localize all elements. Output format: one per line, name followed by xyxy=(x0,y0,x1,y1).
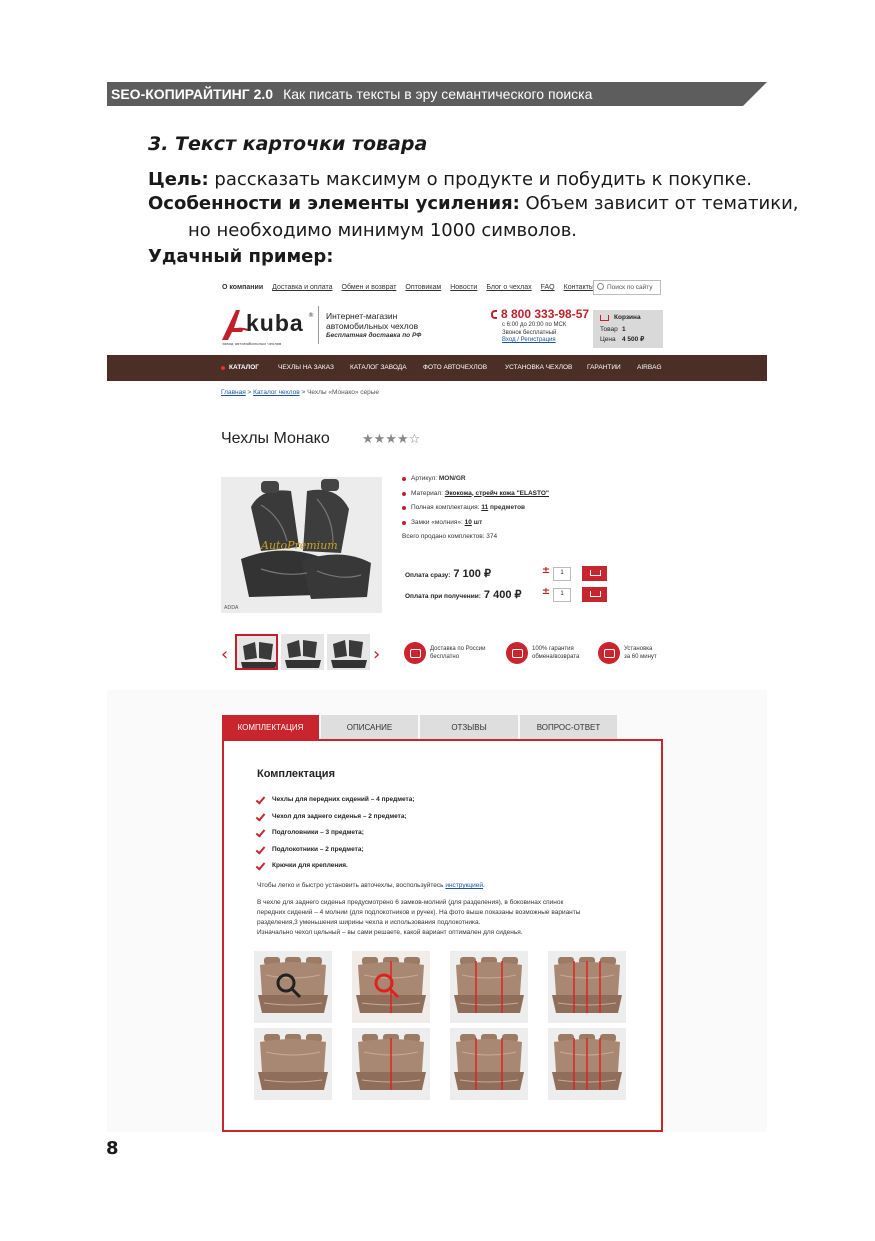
stopwatch-icon xyxy=(598,642,620,664)
kit-list xyxy=(257,796,415,879)
breadcrumb xyxy=(221,389,379,396)
tab-kit[interactable]: КОМПЛЕКТАЦИЯ xyxy=(222,715,321,739)
breadcrumb-catalog[interactable]: Каталог чехлов xyxy=(253,389,300,396)
breadcrumb-home[interactable]: Главная xyxy=(221,389,246,396)
tab-bar xyxy=(222,715,617,739)
check-icon xyxy=(256,860,266,870)
features-text: Объем зависит от тематики, xyxy=(519,193,799,214)
cart-price-row: Цена 4 500 ₽ xyxy=(600,336,645,343)
menu-item[interactable]: AIRBAG xyxy=(637,364,662,371)
pay-later-price: 7 400 ₽ xyxy=(483,589,522,601)
tagline-delivery: Бесплатная доставка по РФ xyxy=(326,332,422,339)
login-link[interactable]: Вход / Регистрация xyxy=(502,337,556,343)
kit-panel-screenshot xyxy=(107,690,767,1132)
product-title: Чехлы Монако xyxy=(221,430,330,447)
example-label: Удачный пример: xyxy=(148,246,334,267)
feature-guarantee: 100% гарантия обмена/возврата xyxy=(532,646,580,660)
breadcrumb-sep: > xyxy=(245,389,254,396)
menu-item-catalog[interactable]: КАТАЛОГ xyxy=(229,364,259,371)
cart-widget[interactable] xyxy=(593,310,663,348)
seat-variant-image[interactable] xyxy=(548,951,626,1023)
seat-variant-image[interactable] xyxy=(352,951,430,1023)
check-icon xyxy=(256,844,266,854)
search-icon xyxy=(597,283,604,290)
kit-list-item: Подлокотники – 2 предмета; xyxy=(257,846,415,863)
menu-active-marker xyxy=(221,366,225,370)
tagline xyxy=(326,311,421,341)
instruction-link[interactable]: инструкцией xyxy=(445,882,484,889)
product-image[interactable] xyxy=(221,477,382,613)
page-number: 8 xyxy=(106,1138,119,1159)
prev-arrow-icon[interactable]: ‹ xyxy=(221,644,229,665)
install-note: Чтобы легко и быстро установить авточехлы, воспользуйтесь инструкцией. xyxy=(257,882,485,889)
tagline-line: Интернет-магазин xyxy=(326,311,398,321)
check-icon xyxy=(256,827,266,837)
check-icon xyxy=(256,811,266,821)
check-icon xyxy=(256,794,266,804)
seat-variant-image[interactable] xyxy=(548,1028,626,1100)
logo-subtitle: завод автомобильных чехлов xyxy=(222,341,282,346)
feature-install: Установка за 60 минут xyxy=(624,646,657,660)
book-subtitle: Как писать тексты в эру семантического поиска xyxy=(283,86,593,102)
top-nav-item[interactable]: Оптовикам xyxy=(405,284,442,291)
kit-list-item: Подголовники – 3 предмета; xyxy=(257,829,415,846)
pay-now: Оплата сразу: 7 100 ₽ xyxy=(405,568,491,580)
logo[interactable] xyxy=(220,306,316,346)
spec-zips: Замки «молния»: 10 шт xyxy=(402,519,549,534)
gallery-thumbnail[interactable] xyxy=(281,634,324,670)
quantity-input-now[interactable]: 1 xyxy=(553,567,571,581)
menu-item[interactable]: ГАРАНТИИ xyxy=(587,364,621,371)
header-text xyxy=(111,86,592,102)
phone-hours: с 6:00 до 20:00 по МСК xyxy=(502,322,567,328)
feature-delivery: Доставка по России бесплатно xyxy=(430,646,486,660)
features-label: Особенности и элементы усиления: xyxy=(148,193,520,214)
top-nav-item[interactable]: Контакты xyxy=(563,284,594,291)
menu-item[interactable]: ЧЕХЛЫ НА ЗАКАЗ xyxy=(278,364,334,371)
top-nav-item[interactable]: Доставка и оплата xyxy=(272,284,333,291)
tab-qa[interactable]: ВОПРОС-ОТВЕТ xyxy=(520,715,619,739)
product-specs xyxy=(402,475,549,548)
section-title: 3. Текст карточки товара xyxy=(148,133,428,155)
tab-reviews[interactable]: ОТЗЫВЫ xyxy=(420,715,520,739)
add-to-cart-button-now[interactable] xyxy=(582,566,607,581)
top-nav-item[interactable]: FAQ xyxy=(540,284,555,291)
gallery-thumbnail[interactable] xyxy=(327,634,370,670)
kit-list-item: Крючки для крепления. xyxy=(257,862,415,879)
svg-text:ADDA: ADDA xyxy=(224,605,239,611)
kit-description: В чехле для заднего сиденья предусмотрено 6 замков-молний (для разделения), в боковинах спинок передних сидений – 4 молнии (для подлокотников и ручек). На фото выше показаны возможные варианты разделения,3 уменьшения ширины чехла и использования подлокотника. Изначально чехол цельный – вы сами решаете, какой вариант оптимален для сиденья. xyxy=(257,899,581,936)
goal-paragraph xyxy=(148,169,752,190)
logo-text: kuba xyxy=(246,310,304,336)
spec-set: Полная комплектация: 11 предметов xyxy=(402,504,549,519)
phone-info xyxy=(502,322,566,345)
spec-sold: Всего продано комплектов: 374 xyxy=(402,533,498,540)
search-placeholder: Поиск по сайту xyxy=(607,284,653,291)
quantity-stepper-later[interactable]: ± xyxy=(541,586,551,597)
page-header-band xyxy=(107,82,767,106)
logo-registered: ® xyxy=(308,312,314,319)
cart-items-row: Товар 1 xyxy=(600,326,626,333)
tagline-line: автомобильных чехлов xyxy=(326,321,419,331)
menu-item[interactable]: ФОТО АВТОЧЕХЛОВ xyxy=(423,364,488,371)
phone-number[interactable]: 8 800 333-98-57 xyxy=(501,307,590,321)
product-card-screenshot xyxy=(107,274,767,679)
seat-variant-image[interactable] xyxy=(450,951,528,1023)
logo-divider xyxy=(318,306,319,344)
breadcrumb-sep: > xyxy=(299,389,308,396)
quantity-stepper-now[interactable]: ± xyxy=(541,565,551,576)
seat-variant-image[interactable] xyxy=(450,1028,528,1100)
rating-stars: ★★★★☆ xyxy=(362,432,421,447)
spec-material: Материал: Экокожа, стрейч кожа "ELASTO" xyxy=(402,490,549,505)
svg-text:AutoPremium: AutoPremium xyxy=(261,539,338,552)
seat-variant-image[interactable] xyxy=(352,1028,430,1100)
seat-variant-image[interactable] xyxy=(254,951,332,1023)
kit-list-item: Чехол для заднего сиденья – 2 предмета; xyxy=(257,813,415,830)
top-nav xyxy=(222,284,603,291)
goal-text: рассказать максимум о продукте и побудить к покупке. xyxy=(208,169,753,190)
top-nav-item[interactable]: Блог о чехлах xyxy=(486,284,532,291)
thumbs-up-icon xyxy=(506,642,528,664)
kit-title: Комплектация xyxy=(257,768,335,780)
spec-sku: Артикул: MON/GR xyxy=(402,475,549,490)
seat-covers-image xyxy=(221,477,382,613)
top-nav-item[interactable]: Обмен и возврат xyxy=(341,284,397,291)
breadcrumb-current: Чехлы «Монако» серые xyxy=(307,389,380,396)
book-title: SEO-КОПИРАЙТИНГ 2.0 xyxy=(111,86,274,102)
features-paragraph xyxy=(148,193,799,214)
top-nav-item[interactable]: О компании xyxy=(222,284,264,291)
cart-icon xyxy=(600,315,609,321)
goal-label: Цель: xyxy=(148,169,209,190)
cart-title: Корзина xyxy=(614,314,641,321)
next-arrow-icon[interactable]: › xyxy=(373,644,381,665)
menu-item[interactable]: УСТАНОВКА ЧЕХЛОВ xyxy=(505,364,573,371)
search-input[interactable] xyxy=(593,280,661,295)
tab-description[interactable]: ОПИСАНИЕ xyxy=(321,715,420,739)
kit-list-item: Чехлы для передних сидений – 4 предмета; xyxy=(257,796,415,813)
add-to-cart-button-later[interactable] xyxy=(582,587,607,602)
kit-panel xyxy=(222,739,663,1132)
delivery-truck-icon xyxy=(404,642,426,664)
top-nav-item[interactable]: Новости xyxy=(450,284,478,291)
phone-free: Звонок бесплатный xyxy=(502,329,557,336)
seat-variant-image[interactable] xyxy=(254,1028,332,1100)
gallery-thumbnail[interactable] xyxy=(235,634,278,670)
menu-item[interactable]: КАТАЛОГ ЗАВОДА xyxy=(350,364,407,371)
pay-now-price: 7 100 ₽ xyxy=(453,568,491,580)
phone-icon xyxy=(491,310,497,319)
main-menu xyxy=(107,355,767,381)
pay-later: Оплата при получении: 7 400 ₽ xyxy=(405,589,522,601)
quantity-input-later[interactable]: 1 xyxy=(553,588,571,602)
features-continuation: но необходимо минимум 1000 символов. xyxy=(188,220,578,241)
